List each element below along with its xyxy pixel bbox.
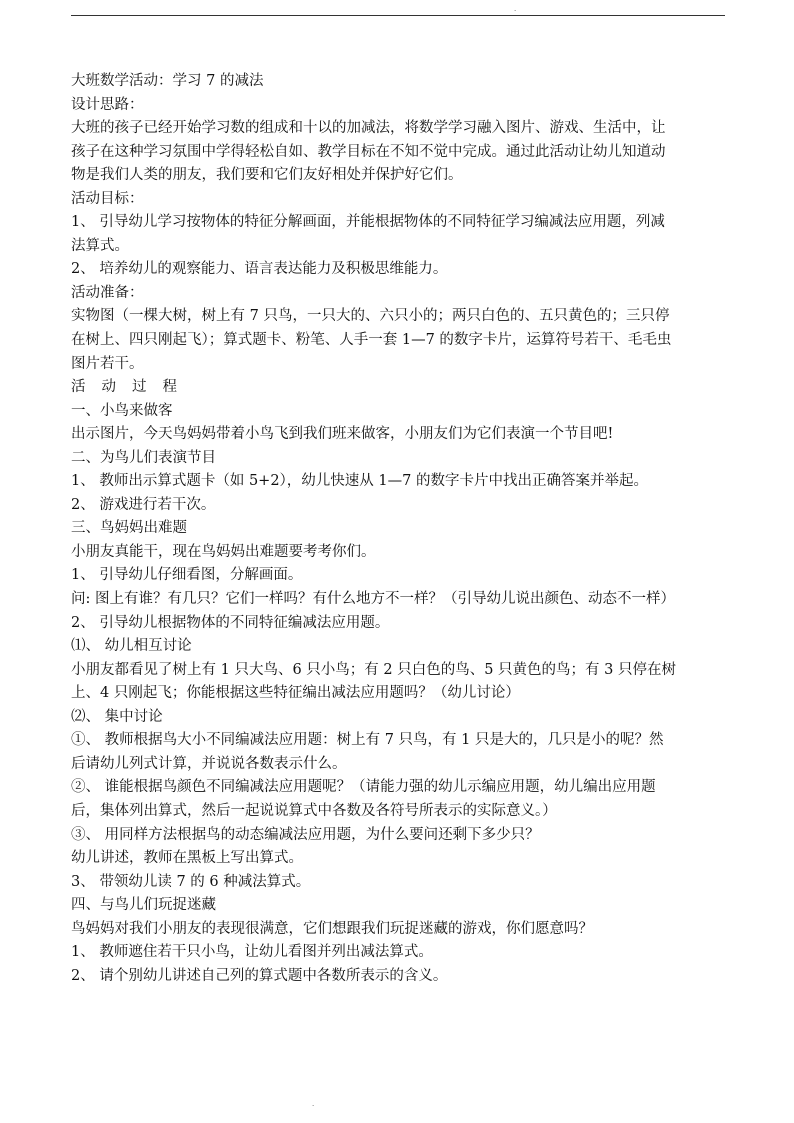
paragraph-line: 实物图（一棵大树，树上有 7 只鸟，一只大的、六只小的；两只白色的、五只黄色的；三只停 [71, 308, 670, 325]
paragraph-line: 2、 引导幼儿根据物体的不同特征编减法应用题。 [71, 614, 390, 631]
paragraph-line: ⑵、 集中讨论 [71, 708, 163, 725]
paragraph-line: ②、 谁能根据鸟颜色不同编减法应用题呢？（请能力强的幼儿示编应用题，幼儿编出应用题 [71, 779, 656, 796]
paragraph-line: 1、 教师出示算式题卡（如 5+2），幼儿快速从 1—7 的数字卡片中找出正确答案并举起。 [71, 473, 648, 490]
section-heading-goals: 活动目标： [71, 190, 144, 207]
subheading: 一、小鸟来做客 [71, 402, 173, 419]
paragraph-line: ⑴、 幼儿相互讨论 [71, 638, 192, 655]
paragraph-line: 大班的孩子已经开始学习数的组成和十以的加减法，将数学学习融入图片、游戏、生活中，让 [71, 120, 666, 137]
paragraph-line: 2、 培养幼儿的观察能力、语言表达能力及积极思维能力。 [71, 261, 448, 278]
paragraph-line: 小朋友都看见了树上有 1 只大鸟、6 只小鸟；有 2 只白色的鸟、5 只黄色的鸟；有 3 只停在树 [71, 661, 676, 678]
paragraph-line: 图片若干。 [71, 355, 144, 372]
paragraph-line: 法算式。 [71, 237, 129, 254]
section-heading-preparation: 活动准备： [71, 284, 144, 301]
paragraph-line: 幼儿讲述，教师在黑板上写出算式。 [71, 850, 303, 867]
section-heading-design: 设计思路： [71, 96, 144, 113]
paragraph-line: 问: 图上有谁？有几只？它们一样吗？有什么地方不一样？（引导幼儿说出颜色、动态不一样） [71, 591, 675, 608]
header-mark: . [514, 5, 517, 13]
paragraph-line: 1、 引导幼儿仔细看图，分解画面。 [71, 567, 303, 584]
paragraph-line: 后请幼儿列式计算，并说说各数表示什么。 [71, 755, 347, 772]
paragraph-line: 3、 带领幼儿读 7 的 6 种减法算式。 [71, 873, 311, 890]
paragraph-line: 1、 引导幼儿学习按物体的特征分解画面，并能根据物体的不同特征学习编减法应用题，列减 [71, 214, 665, 231]
subheading: 四、与鸟儿们玩捉迷藏 [71, 897, 216, 914]
subheading: 三、鸟妈妈出难题 [71, 520, 187, 537]
document-body [71, 70, 731, 988]
doc-title: 大班数学活动：学习 7 的减法 [71, 73, 264, 89]
paragraph-line: 鸟妈妈对我们小朋友的表现很满意，它们想跟我们玩捉迷藏的游戏，你们愿意吗？ [71, 920, 593, 937]
paragraph-line: 小朋友真能干，现在鸟妈妈出难题要考考你们。 [71, 543, 376, 560]
paragraph-line: 孩子在这种学习氛围中学得轻松自如、教学目标在不知不觉中完成。通过此活动让幼儿知道动 [71, 143, 666, 160]
paragraph-line: ①、 教师根据鸟大小不同编减法应用题：树上有 7 只鸟，有 1 只是大的，几只是小的呢？然 [71, 732, 664, 749]
paragraph-line: 2、 游戏进行若干次。 [71, 496, 216, 513]
paragraph-line: 1、 教师遮住若干只小鸟，让幼儿看图并列出减法算式。 [71, 944, 433, 961]
paragraph-line: ③、 用同样方法根据鸟的动态编减法应用题，为什么要问还剩下多少只？ [71, 826, 540, 843]
header-rule [71, 15, 725, 16]
footer-mark: . [312, 1100, 315, 1108]
subheading: 二、为鸟儿们表演节目 [71, 449, 216, 466]
section-heading-process: 活动过程 [71, 379, 193, 396]
paragraph-line: 2、 请个别幼儿讲述自己列的算式题中各数所表示的含义。 [71, 967, 448, 984]
paragraph-line: 在树上、四只刚起飞）；算式题卡、粉笔、人手一套 1—7 的数字卡片，运算符号若干、毛毛虫 [71, 332, 672, 349]
paragraph-line: 上、4 只刚起飞；你能根据这些特征编出减法应用题吗？（幼儿讨论） [71, 685, 520, 702]
paragraph-line: 出示图片，今天鸟妈妈带着小鸟飞到我们班来做客，小朋友们为它们表演一个节目吧! [71, 426, 614, 443]
paragraph-line: 后，集体列出算式，然后一起说说算式中各数及各符号所表示的实际意义。） [71, 802, 557, 819]
paragraph-line: 物是我们人类的朋友，我们要和它们友好相处并保护好它们。 [71, 167, 463, 184]
